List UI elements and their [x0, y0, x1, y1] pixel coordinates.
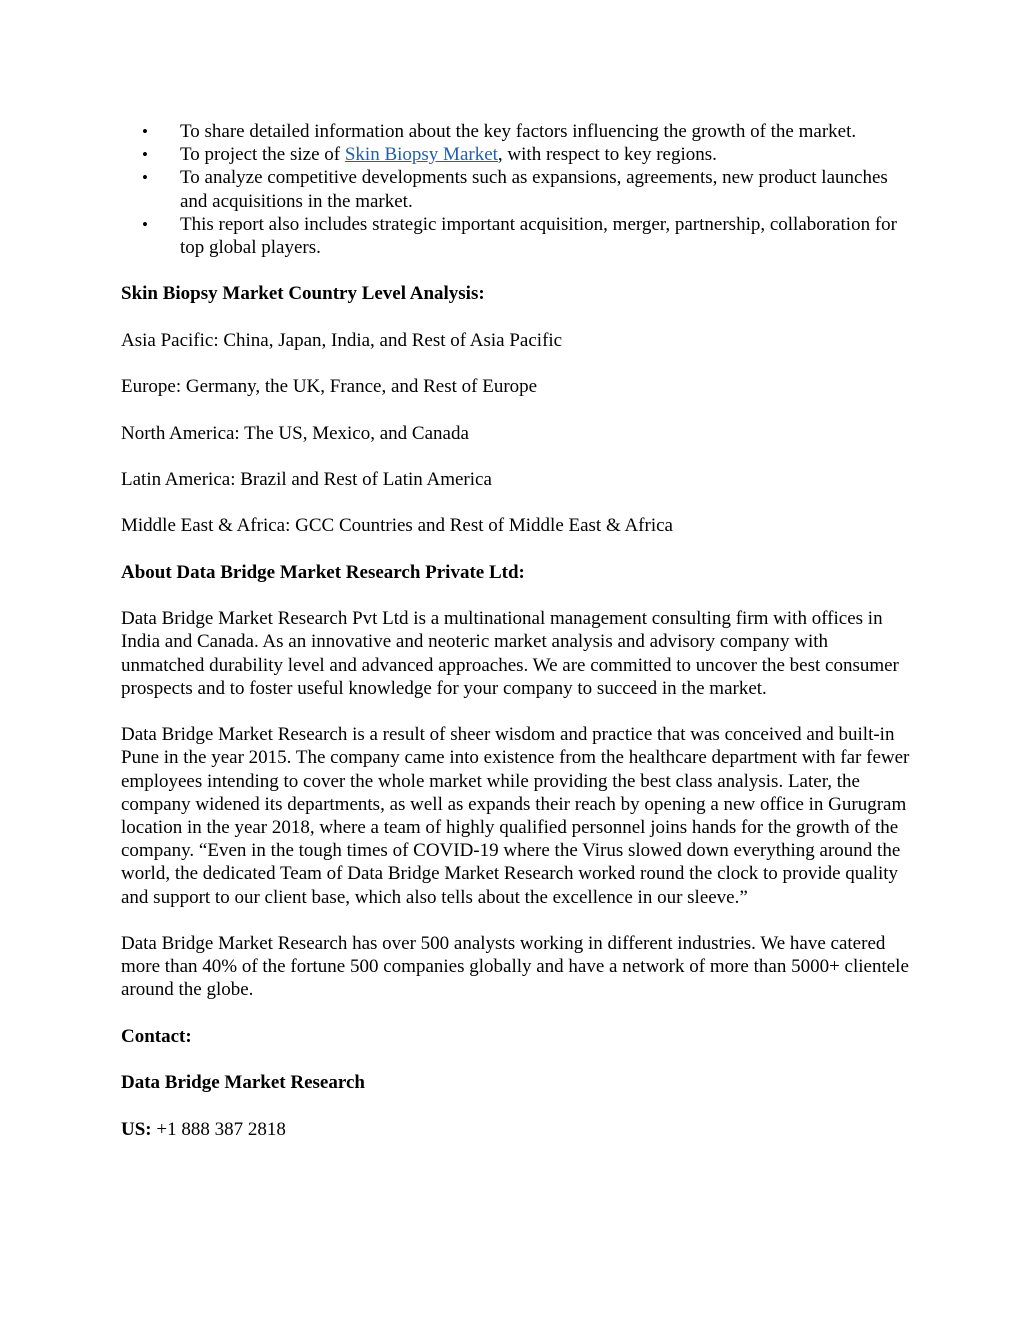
list-item	[121, 213, 911, 259]
country-analysis-heading: Skin Biopsy Market Country Level Analysis:	[121, 283, 485, 305]
company-name: Data Bridge Market Research	[121, 1072, 365, 1094]
document-page	[121, 120, 911, 1141]
region-europe: Europe: Germany, the UK, France, and Rest of Europe	[121, 376, 538, 398]
about-paragraph-3: Data Bridge Market Research has over 500 analysts working in different industries. We have catered more than 40% of the fortune 500 companies globally and have a network of more than 5000+ clientele around the globe.	[121, 932, 909, 1001]
about-heading: About Data Bridge Market Research Private Ltd:	[121, 561, 525, 583]
skin-biopsy-market-link[interactable]: Skin Biopsy Market	[344, 144, 498, 166]
about-paragraph-1: Data Bridge Market Research Pvt Ltd is a multinational management consulting firm with offices in India and Canada. As an innovative and neoteric market analysis and advisory company with unmatched durability level and advanced approaches. We are committed to uncover the best consumer prospects and to foster useful knowledge for your company to succeed in the market.	[121, 608, 899, 699]
bullet-icon: •	[142, 168, 148, 188]
bullet-text: This report also includes strategic important acquisition, merger, partnership, collaboration for top global players.	[180, 213, 897, 259]
bullet-icon: •	[142, 122, 148, 141]
phone-line	[121, 1118, 911, 1141]
list-item	[121, 166, 911, 212]
phone-number: +1 888 387 2818	[151, 1118, 286, 1140]
about-paragraph-2: Data Bridge Market Research is a result of sheer wisdom and practice that was conceived and built-in Pune in the year 2015. The company came into existence from the healthcare department with far fewer employees intending to cover the whole market while providing the best class analysis. Later, the company widened its departments, as well as expands their reach by opening a new office in Gurugram location in the year 2018, where a team of highly qualified personnel joins hands for the growth of the company. “Even in the tough times of COVID-19 where the Virus slowed down everything around the world, the dedicated Team of Data Bridge Market Research worked round the clock to provide quality and support to our client base, which also tells about the excellence in our sleeve.”	[121, 724, 910, 908]
bullet-text: To share detailed information about the key factors influencing the growth of the market.	[180, 121, 857, 142]
bullet-icon: •	[142, 214, 148, 234]
objectives-list	[121, 120, 911, 259]
phone-label: US:	[121, 1118, 152, 1140]
bullet-text: To analyze competitive developments such as expansions, agreements, new product launches and acquisitions in the market.	[180, 167, 888, 212]
region-middle-east-africa: Middle East & Africa: GCC Countries and Rest of Middle East & Africa	[121, 515, 673, 537]
region-north-america: North America: The US, Mexico, and Canada	[121, 422, 469, 444]
region-latin-america: Latin America: Brazil and Rest of Latin America	[121, 468, 492, 490]
region-asia-pacific: Asia Pacific: China, Japan, India, and Rest of Asia Pacific	[121, 329, 563, 351]
bullet-text-before: To project the size of	[180, 144, 345, 166]
bullet-text-after: , with respect to key regions.	[497, 144, 717, 166]
contact-heading: Contact:	[121, 1025, 192, 1047]
list-item	[121, 143, 911, 166]
list-item	[121, 120, 911, 143]
bullet-icon: •	[142, 145, 148, 165]
